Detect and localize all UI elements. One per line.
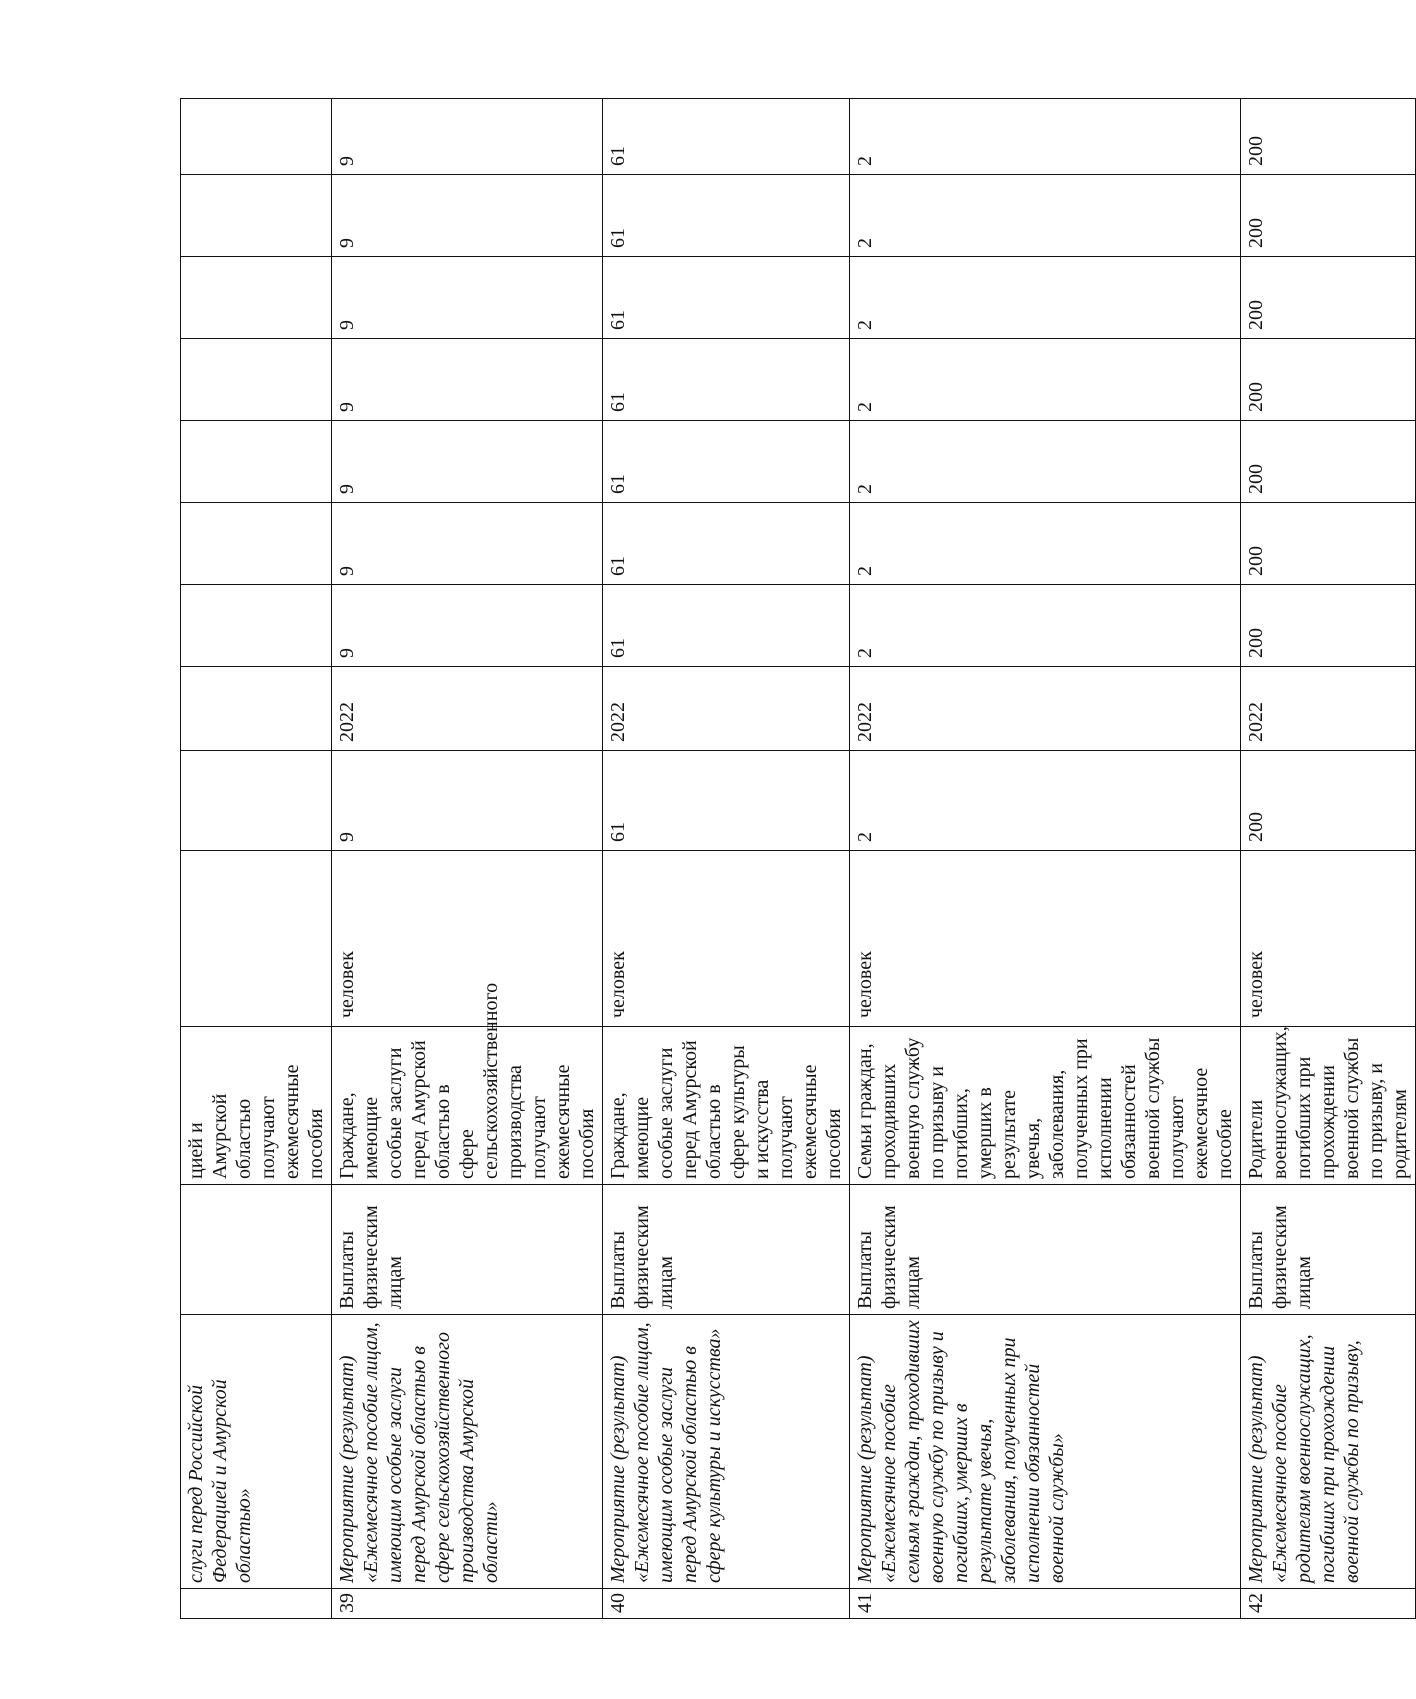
base-value-cell: 61: [603, 751, 850, 851]
unit-of-measure-cell: человек: [850, 851, 1241, 1027]
value-2025-cell: 9: [332, 421, 603, 503]
value-2028-cell: 200: [1241, 175, 1416, 257]
value-2023-cell: 2: [850, 585, 1241, 667]
measure-name-cell: Мероприятие (результат) «Ежемесячное пособие лицам, имеющим особые заслуги перед Амурской областью в сфере культуры и искусства»: [603, 1315, 850, 1589]
base-value-cell: [181, 751, 332, 851]
row-number-cell: 41: [850, 1589, 1241, 1619]
row-number-cell: 40: [603, 1589, 850, 1619]
measure-description-cell: цией и Амурской областью получают ежемесячные пособия: [181, 1027, 332, 1185]
rotated-document-page: [180, 99, 1411, 1619]
measure-name-cell: Мероприятие (результат) «Ежемесячное пособие семьям граждан, проходивших военную службу по призыву и погибших, умерших в результате увечья, заболевания, полученных при исполнении обязанностей военной службы»: [850, 1315, 1241, 1589]
value-2026-cell: 2: [850, 339, 1241, 421]
base-year-cell: 2022: [603, 667, 850, 751]
value-2023-cell: 200: [1241, 585, 1416, 667]
value-2028-cell: 9: [332, 175, 603, 257]
measure-description-cell: Родители военнослужащих, погибших при прохождении военной службы по призыву, и родителям: [1241, 1027, 1416, 1185]
value-2026-cell: 61: [603, 339, 850, 421]
measure-type-cell: [181, 1185, 332, 1315]
value-2027-cell: [181, 257, 332, 339]
value-2025-cell: [181, 421, 332, 503]
table-row: [850, 99, 1241, 1619]
row-number-cell: 42: [1241, 1589, 1416, 1619]
value-2029-cell: 2: [850, 99, 1241, 175]
table-row: [181, 99, 332, 1619]
value-2027-cell: 200: [1241, 257, 1416, 339]
table-body: [181, 99, 1416, 1619]
value-2025-cell: 2: [850, 421, 1241, 503]
value-2028-cell: 61: [603, 175, 850, 257]
value-2025-cell: 61: [603, 421, 850, 503]
measure-type-cell: Выплаты физическим лицам: [1241, 1185, 1416, 1315]
value-2023-cell: 9: [332, 585, 603, 667]
value-2029-cell: 61: [603, 99, 850, 175]
base-year-cell: 2022: [850, 667, 1241, 751]
unit-of-measure-cell: [181, 851, 332, 1027]
base-year-cell: [181, 667, 332, 751]
unit-of-measure-cell: человек: [603, 851, 850, 1027]
value-2024-cell: 9: [332, 503, 603, 585]
table-row: [603, 99, 850, 1619]
value-2028-cell: [181, 175, 332, 257]
measure-type-cell: Выплаты физическим лицам: [332, 1185, 603, 1315]
measure-type-cell: Выплаты физическим лицам: [850, 1185, 1241, 1315]
value-2024-cell: 2: [850, 503, 1241, 585]
base-value-cell: 200: [1241, 751, 1416, 851]
base-value-cell: 2: [850, 751, 1241, 851]
value-2027-cell: 2: [850, 257, 1241, 339]
table-row: [1241, 99, 1416, 1619]
measure-description-cell: Семьи граждан, проходивших военную службу по призыву и погибших, умерших в результате увечья, заболевания, полученных при исполнении обязанностей военной службы получают ежемесячное пособие: [850, 1027, 1241, 1185]
value-2027-cell: 61: [603, 257, 850, 339]
unit-of-measure-cell: человек: [332, 851, 603, 1027]
measure-name-cell: Мероприятие (результат) «Ежемесячное пособие лицам, имеющим особые заслуги перед Амурской областью в сфере сельскохозяйственного производства Амурской области»: [332, 1315, 603, 1589]
value-2024-cell: 200: [1241, 503, 1416, 585]
results-table: [180, 98, 1416, 1619]
value-2027-cell: 9: [332, 257, 603, 339]
row-number-cell: [181, 1589, 332, 1619]
base-year-cell: 2022: [332, 667, 603, 751]
measure-type-cell: Выплаты физическим лицам: [603, 1185, 850, 1315]
measure-name-cell: Мероприятие (результат) «Ежемесячное пособие родителям военнослужащих, погибших при прохождении военной службы по призыву,: [1241, 1315, 1416, 1589]
value-2023-cell: 61: [603, 585, 850, 667]
value-2024-cell: [181, 503, 332, 585]
measure-description-cell: Граждане, имеющие особые заслуги перед Амурской областью в сфере сельскохозяйственного производства получают ежемесячные пособия: [332, 1027, 603, 1185]
measure-name-cell: слуги перед Российской Федерацией и Амурской областью»: [181, 1315, 332, 1589]
base-value-cell: 9: [332, 751, 603, 851]
unit-of-measure-cell: человек: [1241, 851, 1416, 1027]
value-2029-cell: [181, 99, 332, 175]
value-2028-cell: 2: [850, 175, 1241, 257]
value-2026-cell: 9: [332, 339, 603, 421]
table-row: [332, 99, 603, 1619]
value-2026-cell: [181, 339, 332, 421]
row-number-cell: 39: [332, 1589, 603, 1619]
value-2026-cell: 200: [1241, 339, 1416, 421]
value-2025-cell: 200: [1241, 421, 1416, 503]
value-2029-cell: 200: [1241, 99, 1416, 175]
value-2029-cell: 9: [332, 99, 603, 175]
value-2023-cell: [181, 585, 332, 667]
value-2024-cell: 61: [603, 503, 850, 585]
measure-description-cell: Граждане, имеющие особые заслуги перед Амурской областью в сфере культуры и искусства получают ежемесячные пособия: [603, 1027, 850, 1185]
base-year-cell: 2022: [1241, 667, 1416, 751]
